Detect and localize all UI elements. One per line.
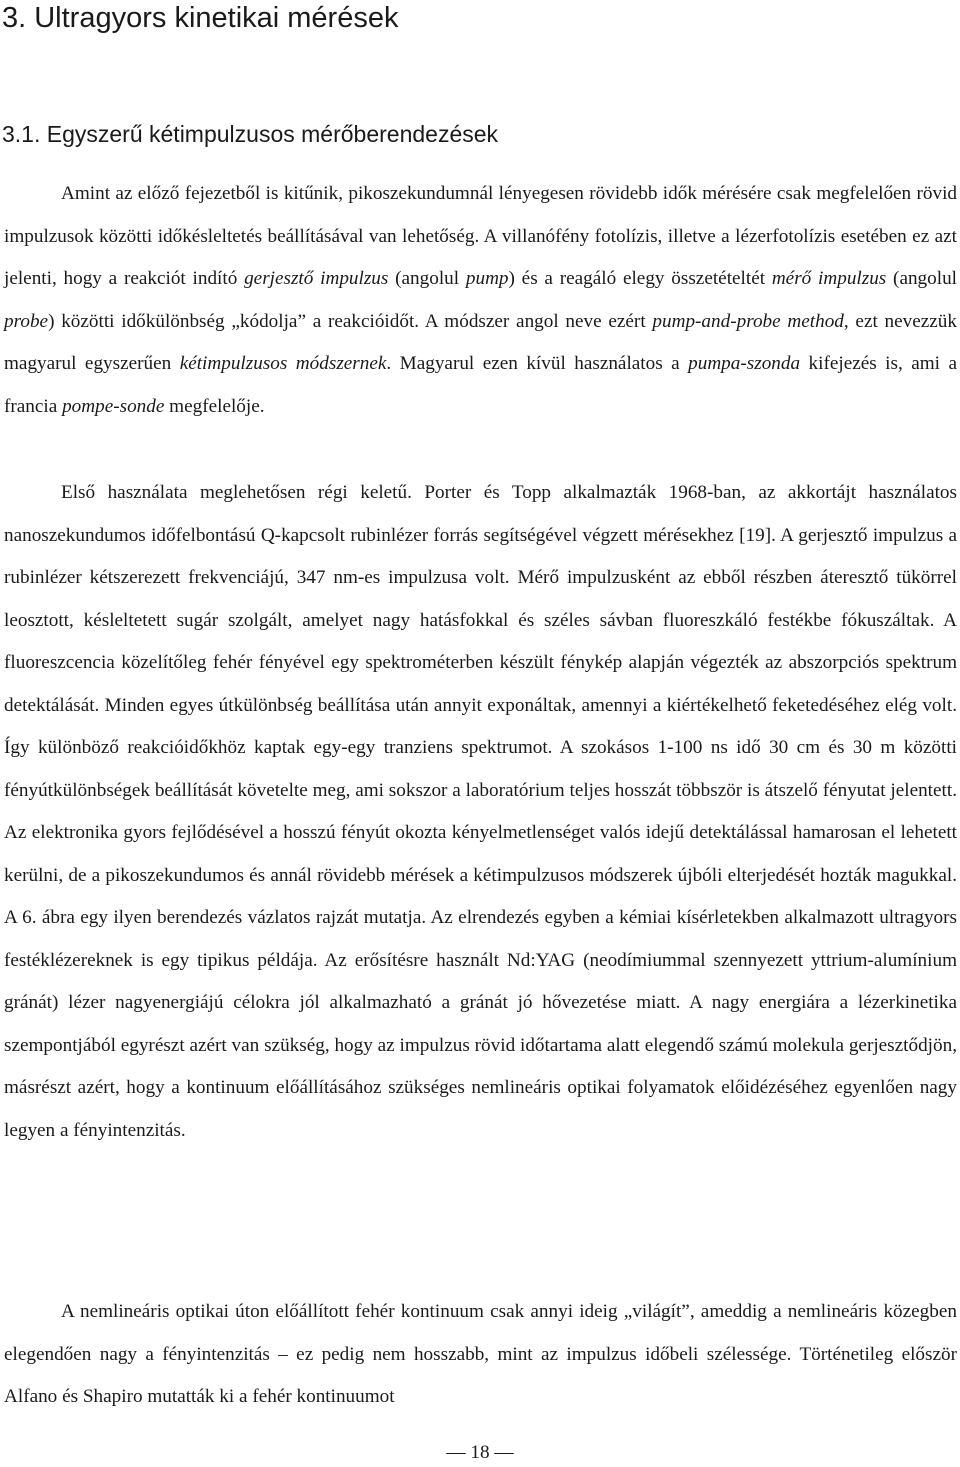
paragraph-1-text-1: Amint az előző fejezetből is kitűnik, pikoszekundumnál lényegesen rövidebb idők mérésére csak megfelelően rövid impulzusok közötti időkésleltetés beállításával van lehetőség. A villanófény fotolízis, illetve a lézerfotolízis esetében ez azt jelenti, hogy a reakciót indító [4, 183, 957, 289]
paragraph-1-text-5: ) közötti időkülönbség „kódolja” a reakcióidőt. A módszer angol neve ezért [48, 310, 653, 332]
paragraph-1-text-6: , ezt nevezzük magyarul egyszerűen [4, 310, 957, 374]
paragraph-1-text-3: ) és a reagáló elegy összetételtét [508, 268, 772, 289]
term-probe: probe [4, 310, 49, 332]
chapter-title: 3. Ultragyors kinetikai mérések [2, 2, 399, 34]
paragraph-1 [4, 173, 957, 428]
paragraph-1-text-7: . Magyarul ezen kívül használatos a [386, 353, 689, 374]
section-title: 3.1. Egyszerű kétimpulzusos mérőberendezések [2, 121, 499, 147]
page-number: — 18 — [446, 1442, 514, 1463]
paragraph-1-text-9: megfelelője. [164, 395, 265, 417]
term-mero-impulzus: mérő impulzus [771, 268, 887, 289]
term-gerjeszto-impulzus: gerjesztő impulzus [244, 268, 389, 289]
term-ketimpulzusos-modszernek: kétimpulzusos módszernek [179, 353, 387, 374]
paragraph-1-text-4: (angolul [886, 268, 957, 289]
term-pumpa-szonda: pumpa-szonda [688, 353, 801, 374]
paragraph-2: Első használata meglehetősen régi keletű. Porter és Topp alkalmazták 1968-ban, az akkortájt használatos nanoszekundumos időfelbontású Q-kapcsolt rubinlézer forrás segítségével végzett mérésekhez [19]. A gerjesztő impulzus a rubinlézer kétszerezett frekvenciájú, 347 nm-es impulzusa volt. Mérő impulzusként az ebből részben áteresztő tükörrel leosztott, késleltetett sugár szolgált, amelyet nagy hatásfokkal és széles sávban fluoreszkáló festékbe fókuszáltak. A fluoreszcencia közelítőleg fehér fényével egy spektrométerben készült fénykép alapján végezték az abszorpciós spektrum detektálását. Minden egyes útkülönbség beállítása után annyit exponáltak, amennyi a kiértékelhető feketedéséhez elég volt. Így különböző reakcióidőkhöz kaptak egy-egy tranziens spektrumot. A szokásos 1-100 ns idő 30 cm és 30 m közötti fényútkülönbségek beállítását követelte meg, ami sokszor a laboratórium teljes hosszát többször is átszelő fényutat jelentett. Az elektronika gyors fejlődésével a hosszú fényút okozta kényelmetlenséget valós idejű detektálással hamarosan el lehetett kerülni, de a pikoszekundumos és annál rövidebb mérések a kétimpulzusos módszerek újbóli elterjedését hozták magukkal. A 6. ábra egy ilyen berendezés vázlatos rajzát mutatja. Az elrendezés egyben a kémiai kísérletekben alkalmazott ultragyors festéklézereknek is egy tipikus példája. Az erősítésre használt Nd:YAG (neodímiummal szennyezett yttrium-alumínium gránát) lézer nagyenergiájú célokra jól alkalmazható a gránát jó hővezetése miatt. A nagy energiára a lézerkinetika szempontjából egyrészt azért van szükség, hogy az impulzus rövid időtartama alatt elegendő számú molekula gerjesztődjön, másrészt azért, hogy a kontinuum előállításához szükséges nemlineáris optikai folyamatok előidézéséhez egyenlően nagy legyen a fényintenzitás. [4, 482, 957, 1141]
paragraph-1-text-8: kifejezés is, ami a francia [4, 353, 957, 417]
term-pompe-sonde: pompe-sonde [62, 395, 165, 417]
paragraph-1-text-2: (angolul [388, 268, 466, 289]
paragraph-3: A nemlineáris optikai úton előállított fehér kontinuum csak annyi ideig „világít”, ameddig a nemlineáris közegben elegendően nagy a fényintenzitás – ez pedig nem hosszabb, mint az impulzus időbeli szélessége. Történetileg először Alfano és Shapiro mutatták ki a fehér kontinuumot [4, 1301, 957, 1407]
term-pump-and-probe-method: pump-and-probe method [652, 310, 844, 332]
term-pump: pump [465, 268, 509, 289]
